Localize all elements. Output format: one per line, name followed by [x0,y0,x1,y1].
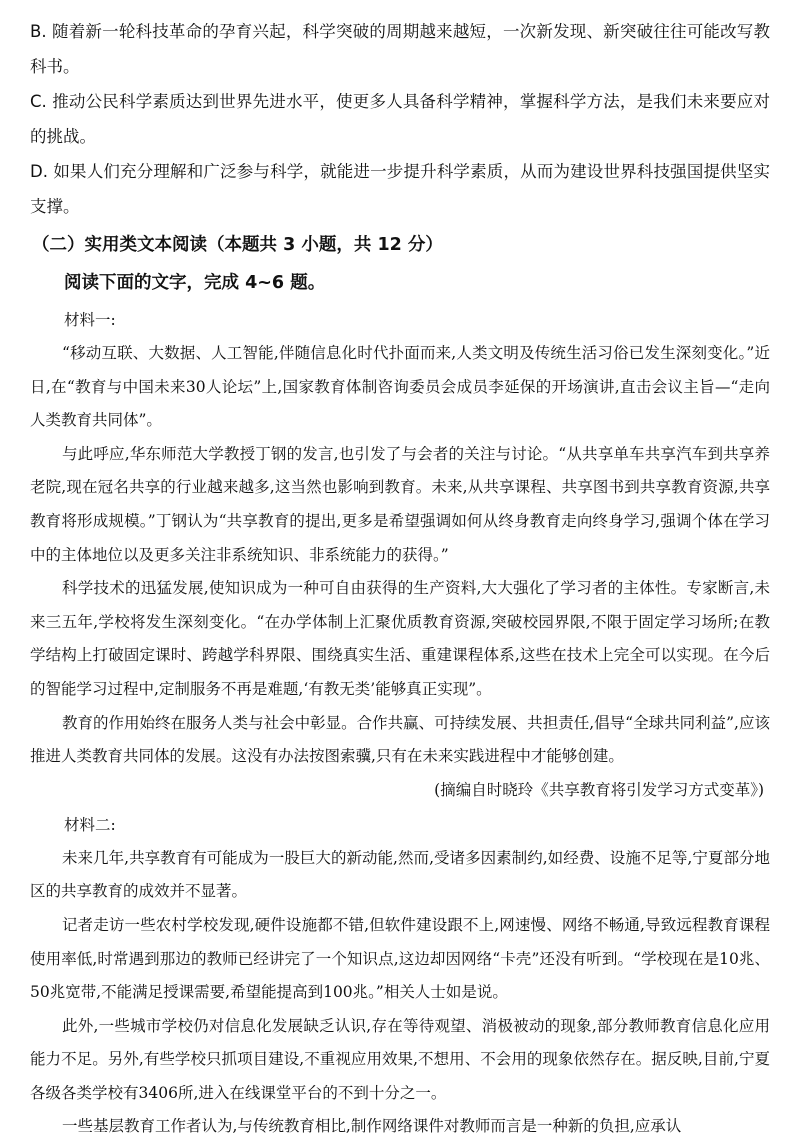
material-2-paragraph: 未来几年,共享教育有可能成为一股巨大的新动能,然而,受诸多因素制约,如经费、设施不足等,宁夏部分地区的共享教育的成效并不显著。 [30,848,770,901]
option-b: B. 随着新一轮科技革命的孕育兴起，科学突破的周期越来越短，一次新发现、新突破往往可能改写教科书。 [30,22,770,76]
option-c: C. 推动公民科学素质达到世界先进水平，使更多人具备科学精神，掌握科学方法，是我们未来要应对的挑战。 [30,92,770,146]
material-1-paragraph: 教育的作用始终在服务人类与社会中彰显。合作共赢、可持续发展、共担责任,倡导“全球共同利益”,应该推进人类教育共同体的发展。这没有办法按图索骥,只有在未来实践进程中才能够创建。 [30,713,770,766]
option-d: D. 如果人们充分理解和广泛参与科学，就能进一步提升科学素质，从而为建设世界科技强国提供坚实支撑。 [30,162,770,216]
material-2-paragraph: 此外,一些城市学校仍对信息化发展缺乏认识,存在等待观望、消极被动的现象,部分教师教育信息化应用能力不足。另外,有些学校只抓项目建设,不重视应用效果,不想用、不会用的现象依然存在。据反映,目前,宁夏各级各类学校有3406所,进入在线课堂平台的不到十分之一。 [30,1016,770,1102]
material-1-label: 材料一: [64,311,116,329]
material-2-paragraph: 记者走访一些农村学校发现,硬件设施都不错,但软件建设跟不上,网速慢、网络不畅通,导致远程教育课程使用率低,时常遇到那边的教师已经讲完了一个知识点,这边却因网络“卡壳”还没有听到。“学校现在是10兆、50兆宽带,不能满足授课需要,希望能提高到100兆。”相关人士如是说。 [30,915,770,1002]
material-2-paragraph: 一些基层教育工作者认为,与传统教育相比,制作网络课件对教师而言是一种新的负担,应承认 [62,1117,682,1136]
material-1-paragraph: 与此呼应,华东师范大学教授丁钢的发言,也引发了与会者的关注与讨论。“从共享单车共享汽车到共享养老院,现在冠名共享的行业越来越多,这当然也影响到教育。未来,从共享课程、共享图书到共享教育资源,共享教育将形成规模。”丁钢认为“共享教育的提出,更多是希望强调如何从终身教育走向终身学习,强调个体在学习中的主体地位以及更多关注非系统知识、非系统能力的获得。” [30,444,770,564]
section-title: （二）实用类文本阅读（本题共 3 小题，共 12 分） [32,235,443,255]
material-1-paragraph: “移动互联、大数据、人工智能,伴随信息化时代扑面而来,人类文明及传统生活习俗已发生深刻变化。”近日,在“教育与中国未来30人论坛”上,国家教育体制咨询委员会成员李延保的开场演讲,直击会议主旨—“走向人类教育共同体”。 [30,344,770,430]
material-2-label: 材料二: [64,815,116,834]
material-1-source: (摘编自时晓玲《共享教育将引发学习方式变革》) [434,780,764,799]
material-1-paragraph: 科学技术的迅猛发展,使知识成为一种可自由获得的生产资料,大大强化了学习者的主体性。专家断言,未来三五年,学校将发生深刻变化。“在办学体制上汇聚优质教育资源,突破校园界限,不限于固定学习场所;在教学结构上打破固定课时、跨越学科界限、围绕真实生活、重建课程体系,这些在技术上完全可以实现。在今后的智能学习过程中,定制服务不再是难题,‘有教无类’能够真正实现”。 [30,579,770,698]
reading-instruction: 阅读下面的文字，完成 4~6 题。 [64,273,326,293]
